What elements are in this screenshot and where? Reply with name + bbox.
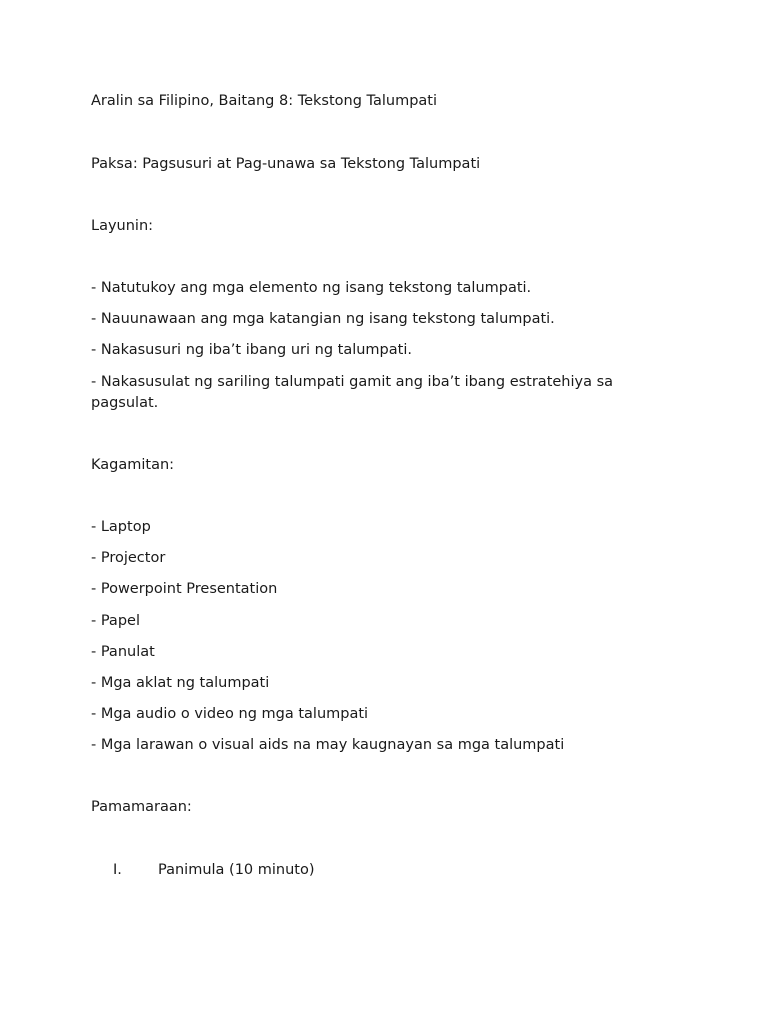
material-item: - Panulat <box>91 644 155 660</box>
topic-line: Paksa: Pagsusuri at Pag-unawa sa Tekstong Talumpati <box>91 156 481 172</box>
objectives-heading: Layunin: <box>91 218 154 234</box>
material-item: - Mga larawan o visual aids na may kaugnayan sa mga talumpati <box>91 737 565 753</box>
document-title: Aralin sa Filipino, Baitang 8: Tekstong Talumpati <box>91 93 438 109</box>
material-item: - Powerpoint Presentation <box>91 581 278 597</box>
material-item: - Mga aklat ng talumpati <box>91 675 270 691</box>
procedure-text: Panimula (10 minuto) <box>158 862 315 878</box>
material-item: - Mga audio o video ng mga talumpati <box>91 706 369 722</box>
material-item: - Laptop <box>91 519 151 535</box>
material-item: - Projector <box>91 550 166 566</box>
procedure-numeral: I. <box>113 862 122 878</box>
objective-item: - Nakasusulat ng sariling talumpati gamit ang iba’t ibang estratehiya sa pagsulat. <box>91 374 614 411</box>
material-item: - Papel <box>91 613 140 629</box>
objective-item: - Natutukoy ang mga elemento ng isang tekstong talumpati. <box>91 280 532 296</box>
materials-heading: Kagamitan: <box>91 457 175 473</box>
procedure-heading: Pamamaraan: <box>91 799 192 815</box>
objective-item: - Nauunawaan ang mga katangian ng isang tekstong talumpati. <box>91 311 555 327</box>
objective-item: - Nakasusuri ng iba’t ibang uri ng talumpati. <box>91 342 412 358</box>
